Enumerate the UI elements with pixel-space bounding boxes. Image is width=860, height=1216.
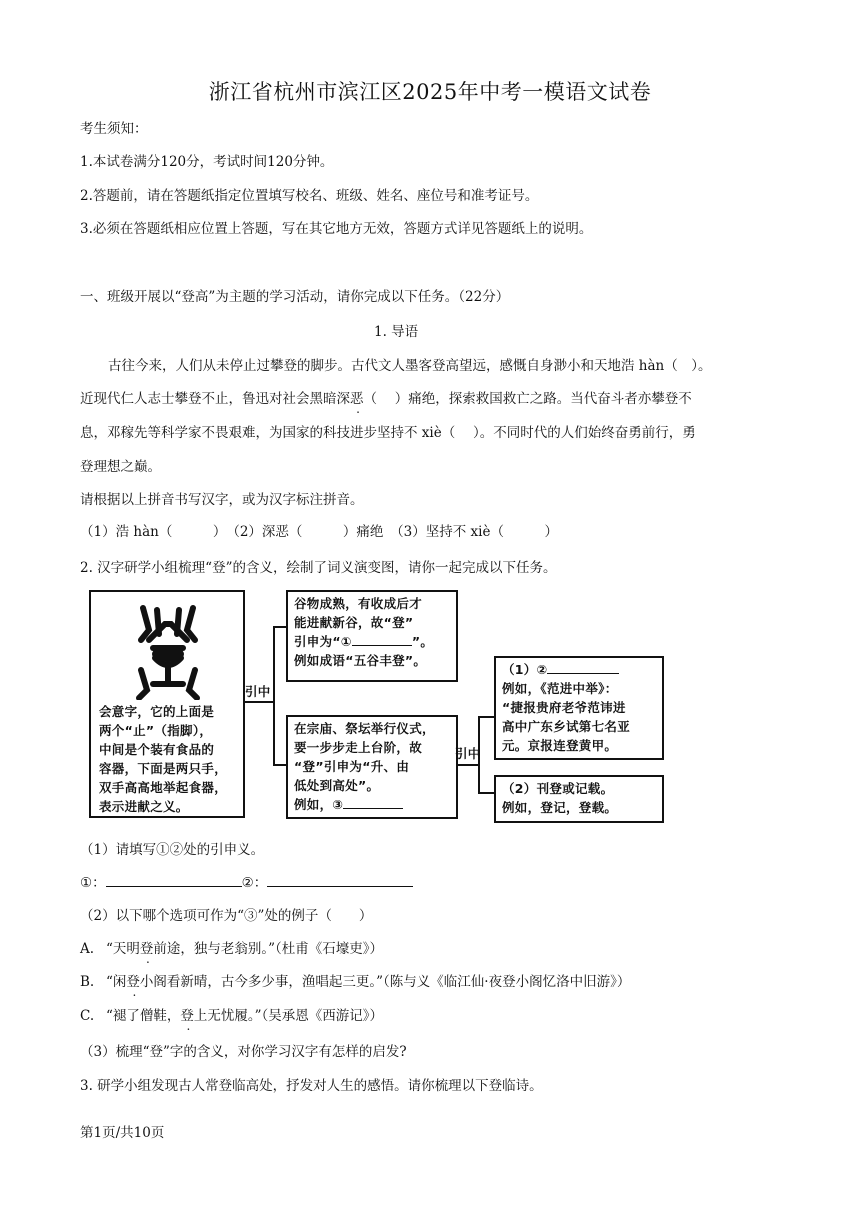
publish-line-2: 例如，登记，登载。	[502, 800, 618, 815]
ascend-line-4: 低处到高处”。	[294, 778, 380, 793]
option-a[interactable]: A. “天明登前途，独与老翁别。”（杜甫《石壕吏》）	[80, 941, 384, 957]
origin-box	[89, 590, 245, 818]
exam-line-5: 元。京报连登黄甲。	[502, 738, 618, 753]
origin-line-4: 容器，下面是两只手，	[99, 761, 228, 776]
section-1-heading: 一、班级开展以“登高”为主题的学习活动，请你完成以下任务。（22分）	[80, 289, 510, 305]
origin-line-6: 表示进献之义。	[99, 799, 189, 814]
notice-item-3: 3.必须在答题纸相应位置上答题，写在其它地方无效，答题方式详见答题纸上的说明。	[80, 221, 593, 237]
exam-line-3: “捷报贵府老爷范讳进	[502, 700, 626, 715]
page-footer: 第1页/共10页	[80, 1125, 165, 1141]
harvest-line-3: 引申为“① ”。	[294, 634, 434, 649]
publish-line-1: （2）刊登或记载。	[502, 781, 614, 796]
exam-line-1: （1）②	[502, 660, 630, 679]
meaning-ascend-box	[286, 715, 458, 819]
q1-title: 1. 导语	[374, 324, 419, 340]
blank-1-line[interactable]	[106, 886, 242, 887]
q1-instruction: 请根据以上拼音书写汉字，或为汉字标注拼音。	[80, 492, 364, 508]
q2-1: （1）请填写①②处的引申义。	[80, 842, 265, 858]
harvest-line-4: 例如成语“五谷丰登”。	[294, 653, 427, 668]
origin-line-1: 会意字，它的上面是	[99, 704, 215, 719]
ancient-character-glyph	[113, 600, 223, 700]
q2-1-blanks	[80, 874, 413, 892]
ascend-line-3: “登”引申为“升、由	[294, 759, 410, 774]
option-c[interactable]: C. “褪了僧鞋，登上无忧履。”（吴承恩《西游记》）	[80, 1008, 384, 1024]
q3-title: 3. 研学小组发现古人常登临高处，抒发对人生的感悟。请你梳理以下登临诗。	[80, 1078, 543, 1094]
meaning-exam-box	[494, 656, 664, 760]
q2-title: 2. 汉字研学小组梳理“登”的含义，绘制了词义演变图，请你一起完成以下任务。	[80, 560, 557, 576]
passage-line-3: 息，邓稼先等科学家不畏艰难，为国家的科技进步坚持不 xiè（ ）。不同时代的人们始终奋勇前行，勇	[80, 425, 696, 441]
branch-label-2: 引中	[455, 746, 481, 761]
q2-2: （2）以下哪个选项可作为“③”处的例子（ ）	[80, 908, 373, 924]
notice-item-2: 2.答题前，请在答题纸指定位置填写校名、班级、姓名、座位号和准考证号。	[80, 188, 539, 204]
blank-2-label: ②：	[241, 875, 268, 891]
branch-label-1: 引中	[245, 684, 271, 699]
ascend-line-5: 例如，③	[294, 795, 435, 814]
page-title: 浙江省杭州市滨江区2025年中考一模语文试卷	[208, 80, 652, 104]
q2-3: （3）梳理“登”字的含义，对你学习汉字有怎样的启发?	[80, 1044, 407, 1060]
exam-line-4: 高中广东乡试第七名亚	[502, 719, 631, 734]
option-b[interactable]: B. “闲登小阁看新晴，古今多少事，渔唱起三更。”（陈与义《临江仙·夜登小阁忆洛中旧游》）	[80, 974, 631, 990]
ascend-line-1: 在宗庙、祭坛举行仪式，	[294, 721, 435, 736]
blank-1-label: ①：	[80, 875, 106, 891]
meaning-harvest-box	[286, 590, 458, 682]
harvest-line-1: 谷物成熟，有收成后才	[294, 596, 423, 611]
q1-parts: （1）浩 hàn（ ） （2）深恶（ ）痛绝 （3）坚持不 xiè（ ）	[80, 524, 558, 540]
ascend-line-2: 要一步步走上台阶，故	[294, 740, 423, 755]
passage-line-4: 登理想之巅。	[80, 459, 161, 475]
harvest-line-2: 能进献新谷，故“登”	[294, 615, 414, 630]
origin-line-5: 双手高高地举起食器，	[99, 780, 228, 795]
origin-line-2: 两个“止”（指脚），	[99, 723, 213, 738]
notice-heading: 考生须知：	[80, 121, 148, 137]
passage-line-2: 近现代仁人志士攀登不止，鲁迅对社会黑暗深恶（ ）痛绝，探索救国救亡之路。当代奋斗者亦攀登不	[80, 391, 692, 407]
dotted-char: 恶	[350, 391, 364, 407]
passage-line-1: 古往今来，人们从未停止过攀登的脚步。古代文人墨客登高望远，感慨自身渺小和天地浩 hàn（ ）。	[108, 358, 712, 374]
exam-line-2: 例如，《范进中举》：	[502, 681, 618, 696]
origin-line-3: 中间是个装有食品的	[99, 742, 215, 757]
notice-item-1: 1.本试卷满分120分，考试时间120分钟。	[80, 154, 334, 170]
blank-2-line[interactable]	[267, 886, 413, 887]
meaning-publish-box	[494, 775, 664, 823]
